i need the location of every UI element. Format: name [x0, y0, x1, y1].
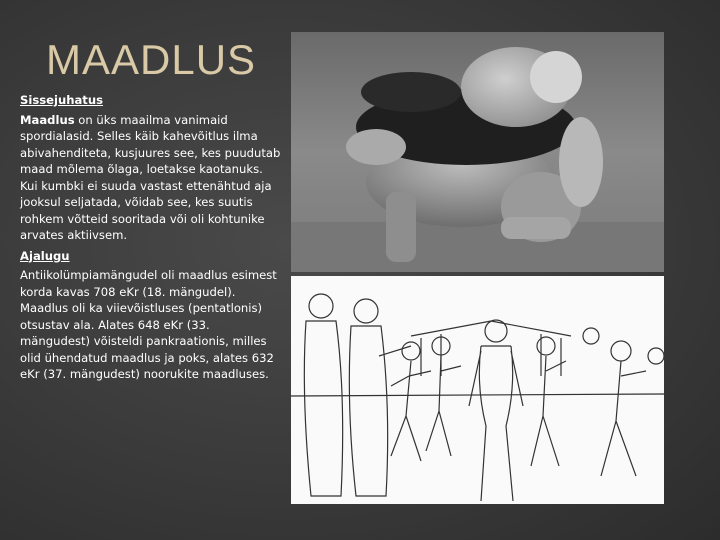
wrestlers-photo-graphic — [291, 32, 664, 272]
text-column — [20, 92, 282, 387]
ancient-athletes-graphic — [291, 276, 664, 504]
history-paragraph: Antiikolümpiamängudel oli maadlus esimest korda kavas 708 eKr (18. mängudel). Maadlus oli ka viievõistluses (pentatlonis) otsustav ala. Alates 648 eKr (33. mängudest) võisteldi pankraationis, milles olid ühendatud maadlus ja poks, alates 632 eKr (37. mängudest) noorukite maadluses. — [20, 268, 277, 381]
section-heading-intro: Sissejuhatus — [20, 93, 103, 107]
intro-text: on üks maailma vanimaid spordialasid. Selles käib kahevõitlus ilma abivahenditeta, kusjuures see, kes puudutab maad mõlema õlaga, loetakse kaotanuks. Kui kumbki ei suuda vastast ettenähtud aja jooksul seljatada, võidab see, kes suutis rohkem võtteid sooritada või oli kohtunike arvates aktiivsem. — [20, 112, 281, 242]
intro-paragraph — [20, 112, 282, 244]
slide-title: MAADLUS — [46, 36, 257, 83]
section-heading-history: Ajalugu — [20, 248, 70, 263]
intro-lead-word: Maadlus — [20, 112, 75, 127]
wrestlers-photo — [291, 32, 664, 272]
ancient-athletes-illustration — [291, 276, 664, 504]
